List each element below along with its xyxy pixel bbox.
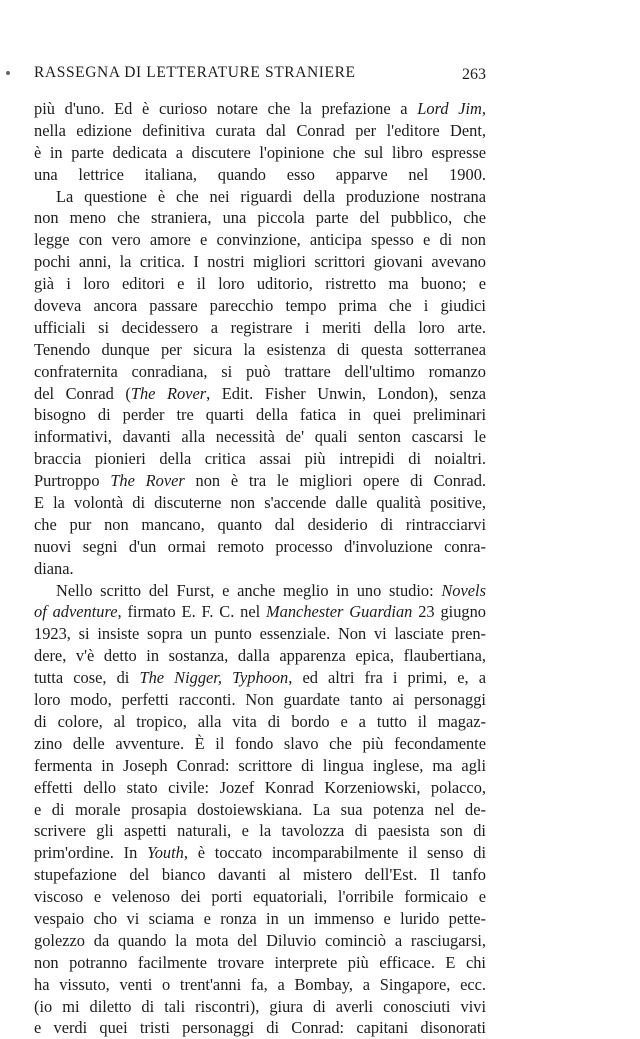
- text-run: golezzo da quando la mota del Diluvio cominciò a rasciugarsi,: [34, 930, 486, 950]
- text-line: [34, 98, 486, 120]
- text-line: [34, 339, 486, 361]
- text-run: confraternita conradiana, si può trattare dell'ultimo romanzo: [34, 361, 486, 381]
- text-line: [34, 886, 486, 908]
- text-run: zino delle avventure. È il fondo slavo che più fecondamente: [34, 733, 486, 753]
- text-line: [34, 448, 486, 470]
- text-line: [34, 404, 486, 426]
- text-line: [34, 755, 486, 777]
- text-line: [34, 470, 486, 492]
- text-line: [34, 317, 486, 339]
- text-line: [34, 777, 486, 799]
- text-line: [34, 558, 486, 580]
- italic-title: of adventure: [34, 602, 118, 622]
- text-run: vespaio cho vi sciama e ronza in un immenso e lurido pette-: [34, 908, 486, 928]
- text-run: ha vissuto, venti o trent'anni fa, a Bombay, a Singapore, ecc.: [34, 974, 486, 994]
- text-run: Tenendo dunque per sicura la esistenza di questa sotterranea: [34, 339, 486, 359]
- italic-title: Manchester Guardian: [266, 602, 413, 622]
- text-line: [34, 842, 486, 864]
- text-run: stupefazione del bianco davanti al mistero dell'Est. Il tanfo: [34, 865, 486, 885]
- italic-title: The Rover: [110, 471, 185, 491]
- text-run: loro modo, perfetti racconti. Non guardate tanto ai personaggi: [34, 690, 486, 710]
- text-line: [34, 799, 486, 821]
- text-run: braccia pionieri della critica assai più intrepidi di noialtri.: [34, 449, 486, 469]
- text-run: viscoso e velenoso dei porti equatoriali, l'orribile formicaio e: [34, 887, 486, 907]
- text-run: Nello scritto del Furst, e anche meglio in uno studio:: [56, 580, 442, 600]
- text-run: , firmato E. F. C. nel: [117, 602, 267, 622]
- text-line: [34, 864, 486, 886]
- text-run: una lettrice italiana, quando esso apparve nel 1900.: [34, 164, 486, 184]
- text-run: , è toccato incomparabilmente il senso di: [183, 843, 486, 863]
- italic-title: Lord Jim: [417, 99, 482, 118]
- text-run: di colore, al tropico, alla vita di bordo e a tutto il magaz-: [34, 711, 486, 731]
- text-line: [34, 908, 486, 930]
- text-run: già i loro editori e il loro uditorio, ristretto ma buono; e: [34, 274, 486, 294]
- italic-title: The Nigger, Typhoon: [139, 668, 289, 688]
- margin-mark: [6, 71, 10, 75]
- text-line: [34, 164, 486, 186]
- text-line: [34, 820, 486, 842]
- text-line: [34, 514, 486, 536]
- italic-title: The Rover: [130, 383, 207, 403]
- text-line: [34, 120, 486, 142]
- italic-title: Youth: [147, 843, 184, 863]
- text-line: [34, 492, 486, 514]
- text-run: ,: [481, 99, 486, 118]
- text-run: E la volontà di discuterne non s'accende dalle qualità positive,: [34, 493, 486, 513]
- text-run: doveva ancora passare parecchio tempo prima che i giudici: [34, 296, 486, 316]
- text-run: fermenta in Joseph Conrad: scrittore di lingua inglese, ma agli: [34, 755, 486, 775]
- text-run: che pur non mancano, quanto dal desiderio di rintracciarvi: [34, 514, 486, 534]
- text-run: informativi, davanti alla necessità de' quali senton cascarsi le: [34, 427, 486, 447]
- text-run: e verdi quei tristi personaggi di Conrad: capitani disonorati: [34, 1018, 486, 1038]
- text-line: [34, 580, 486, 602]
- text-line: [34, 142, 486, 164]
- text-line: [34, 645, 486, 667]
- italic-title: Novels: [441, 580, 486, 600]
- text-line: [34, 996, 486, 1018]
- text-line: [34, 930, 486, 952]
- text-run: scrivere gli aspetti naturali, e la tavolozza di paesista son di: [34, 821, 486, 841]
- text-line: [34, 733, 486, 755]
- text-run: legge con vero amore e convinzione, anticipa spesso e di non: [34, 230, 486, 250]
- text-line: [34, 536, 486, 558]
- text-run: La questione è che nei riguardi della produzione nostrana: [56, 186, 486, 206]
- text-line: [34, 601, 486, 623]
- text-run: Purtroppo: [34, 471, 111, 491]
- text-line: [34, 1017, 486, 1039]
- text-line: [34, 952, 486, 974]
- text-run: bisogno di perder tre quarti della fatica in quei preliminari: [34, 405, 486, 425]
- text-run: nella edizione definitiva curata dal Conrad per l'editore Dent,: [34, 120, 486, 140]
- text-run: del Conrad (: [34, 383, 131, 403]
- text-run: e di morale prosapia dostoiewskiana. La sua potenza nel de-: [34, 799, 486, 819]
- text-run: 23 giugno: [412, 602, 486, 622]
- text-run: non potranno facilmente trovare interprete più efficace. E chi: [34, 952, 486, 972]
- text-line: [34, 186, 486, 208]
- text-line: [34, 251, 486, 273]
- text-line: [34, 361, 486, 383]
- text-run: dere, v'è detto in sostanza, dalla apparenza epica, flaubertiana,: [34, 646, 486, 666]
- text-run: è in parte dedicata a discutere l'opinione che sul libro espresse: [34, 142, 486, 162]
- text-run: effetti dello stato civile: Jozef Konrad Korzeniowski, polacco,: [34, 777, 486, 797]
- text-line: [34, 273, 486, 295]
- text-run: ufficiali si decidessero a registrare i meriti della loro arte.: [34, 317, 486, 337]
- text-run: prim'ordine. In: [34, 843, 148, 863]
- text-line: [34, 689, 486, 711]
- text-line: [34, 383, 486, 405]
- text-line: [34, 623, 486, 645]
- text-line: [34, 426, 486, 448]
- text-run: , ed altri fra i primi, e, a: [288, 668, 486, 688]
- text-run: nuovi segni d'un ormai remoto processo d'involuzione conra-: [34, 536, 486, 556]
- text-line: [34, 295, 486, 317]
- text-run: non meno che straniera, una piccola parte del pubblico, che: [34, 208, 486, 228]
- text-run: 1923, si insiste sopra un punto essenziale. Non vi lasciate pren-: [34, 624, 486, 644]
- text-run: più d'uno. Ed è curioso notare che la prefazione a: [34, 99, 418, 118]
- text-line: [34, 207, 486, 229]
- text-run: diana.: [34, 558, 74, 578]
- text-run: , Edit. Fisher Unwin, London), senza: [206, 383, 486, 403]
- text-run: non è tra le migliori opere di Conrad.: [184, 471, 486, 491]
- body-text: [34, 98, 486, 1039]
- text-line: [34, 229, 486, 251]
- running-title: RASSEGNA DI LETTERATURE STRANIERE: [34, 64, 356, 81]
- text-run: (io mi diletto di tali riscontri), giura di averli conosciuti vivi: [34, 996, 486, 1016]
- running-head: [34, 62, 486, 86]
- text-line: [34, 974, 486, 996]
- text-line: [34, 667, 486, 689]
- text-run: pochi anni, la critica. I nostri migliori scrittori giovani avevano: [34, 252, 486, 272]
- text-run: tutta cose, di: [34, 668, 140, 688]
- page-number: 263: [462, 66, 486, 83]
- text-line: [34, 711, 486, 733]
